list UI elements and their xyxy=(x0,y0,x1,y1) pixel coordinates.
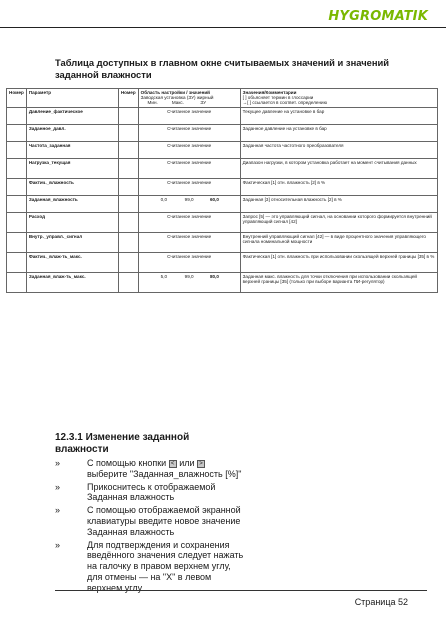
row-param: Внутр._управл._сигнал xyxy=(26,232,118,252)
step-text-after: выберите "Заданная_влажность [%]" xyxy=(87,468,242,479)
row-param: Частота_заданная xyxy=(26,141,118,158)
row-param: Давление_фактическое xyxy=(26,107,118,124)
step-item xyxy=(55,458,245,480)
step-text: Прикоснитесь к отображаемой Заданная влажность xyxy=(87,481,216,503)
instruction-steps xyxy=(55,458,245,596)
row-range: Считанное значение xyxy=(138,232,240,252)
row-range: Считанное значение xyxy=(138,107,240,124)
step-or: или xyxy=(179,458,195,468)
row-comment: Заданная [3] относительная влажность [2] в % xyxy=(240,195,437,212)
parameters-table xyxy=(6,88,438,293)
step-item xyxy=(55,505,245,537)
row-min: 5,0 xyxy=(160,273,168,279)
row-param: Заданное_давл. xyxy=(26,124,118,141)
step-text-before: С помощью кнопки xyxy=(87,458,167,468)
row-comment: Запрос [5] — это управляющий сигнал, на основании которого формируется внутренний управляющий сигнал [42] xyxy=(240,212,437,232)
range-title: Область настройки / значений xyxy=(140,90,210,95)
col-param: Параметр xyxy=(26,89,118,108)
row-range-values xyxy=(138,272,240,292)
table-row xyxy=(7,141,438,158)
header-divider xyxy=(0,27,446,28)
logo-part1: HYGRO xyxy=(328,9,382,24)
arrow-left-icon: < xyxy=(169,460,177,468)
step-item xyxy=(55,540,245,594)
row-comment: Диапазон нагрузки, в котором установка работает на момент считывания данных xyxy=(240,158,437,178)
row-max: 99,0 xyxy=(184,273,194,279)
row-param: Заданная_влажность xyxy=(26,195,118,212)
range-subtitle: Заводская установка (ЗУ) жирный xyxy=(140,95,214,101)
row-range-values xyxy=(138,195,240,212)
row-range: Считанное значение xyxy=(138,124,240,141)
row-param: Заданная_влаж-ть_макс. xyxy=(26,272,118,292)
row-comment: Заданная макс. влажность для точки отключения при использовании скользящей верхней границы [35] (только при выборе варианта ПИ-регулятор) xyxy=(240,272,437,292)
max-label: Макс. xyxy=(171,100,184,106)
row-param: Расход xyxy=(26,212,118,232)
row-param: Нагрузка_текущая xyxy=(26,158,118,178)
comments-title: Значения/Комментарии xyxy=(242,90,297,95)
page-number: Страница 52 xyxy=(354,597,408,607)
step-text: Для подтверждения и сохранения введённого значения следует нажать на галочку в правом верхнем углу, для отмены — на "X" в левом верхнем углу. xyxy=(87,539,244,593)
comments-sub1: [ ] объясняет термин в глоссарии xyxy=(242,95,314,101)
hygromatik-logo xyxy=(328,9,428,24)
row-range: Считанное значение xyxy=(138,212,240,232)
row-max: 99,0 xyxy=(184,196,194,202)
col-number: Номер xyxy=(7,89,27,108)
table-row xyxy=(7,178,438,195)
row-param: Фактич._влаж-ть_макс. xyxy=(26,252,118,272)
row-comment: Фактическая [1] отн. влажность при использовании скользящей верхней границы [35] в % xyxy=(240,252,437,272)
min-label: Мин. xyxy=(147,100,158,106)
step-bullet: » xyxy=(55,539,61,550)
table-row xyxy=(7,195,438,212)
row-zu: 60,0 xyxy=(209,196,219,202)
col-range xyxy=(138,89,240,108)
logo-part2: MATIK xyxy=(381,9,428,24)
row-comment: Заданное давление на установке в бар xyxy=(240,124,437,141)
step-bullet: » xyxy=(55,505,61,516)
step-item xyxy=(55,482,245,504)
table-row xyxy=(7,232,438,252)
row-min: 0,0 xyxy=(160,196,168,202)
table-title: Таблица доступных в главном окне считываемых значений и значений заданной влажности xyxy=(55,57,390,80)
table-row xyxy=(7,107,438,124)
step-bullet: » xyxy=(55,481,61,492)
step-bullet: » xyxy=(55,458,61,468)
footer-divider xyxy=(55,590,427,591)
comments-sub2: →[ ] ссылается в соответ. определению xyxy=(242,100,328,106)
row-comment: Внутренний управляющий сигнал [42] — в виде процентного значения управляющего сигнала номинальной мощности xyxy=(240,232,437,252)
row-comment: Текущее давление на установке в бар xyxy=(240,107,437,124)
row-comment: Фактическая [1] отн. влажность [2] в % xyxy=(240,178,437,195)
table-row xyxy=(7,124,438,141)
row-param: Фактич._влажность xyxy=(26,178,118,195)
step-text xyxy=(87,458,245,480)
arrow-right-icon: > xyxy=(197,460,205,468)
col-comments xyxy=(240,89,437,108)
zu-label: ЗУ xyxy=(200,100,207,106)
row-zu: 80,0 xyxy=(209,273,219,279)
col-number2: Номер xyxy=(118,89,138,108)
table-header-row xyxy=(7,89,438,108)
table-row xyxy=(7,212,438,232)
row-range: Считанное значение xyxy=(138,141,240,158)
step-text: С помощью отображаемой экранной клавиатуры введите новое значение Заданная влажность xyxy=(87,505,241,537)
row-range: Считанное значение xyxy=(138,178,240,195)
row-range: Считанное значение xyxy=(138,158,240,178)
section-heading: 12.3.1 Изменение заданной влажности xyxy=(55,432,190,455)
row-range: Считанное значение xyxy=(138,252,240,272)
page-header xyxy=(0,0,446,38)
table-row xyxy=(7,158,438,178)
row-comment: Заданная частота частотного преобразователя xyxy=(240,141,437,158)
table-row xyxy=(7,252,438,272)
table-row xyxy=(7,272,438,292)
